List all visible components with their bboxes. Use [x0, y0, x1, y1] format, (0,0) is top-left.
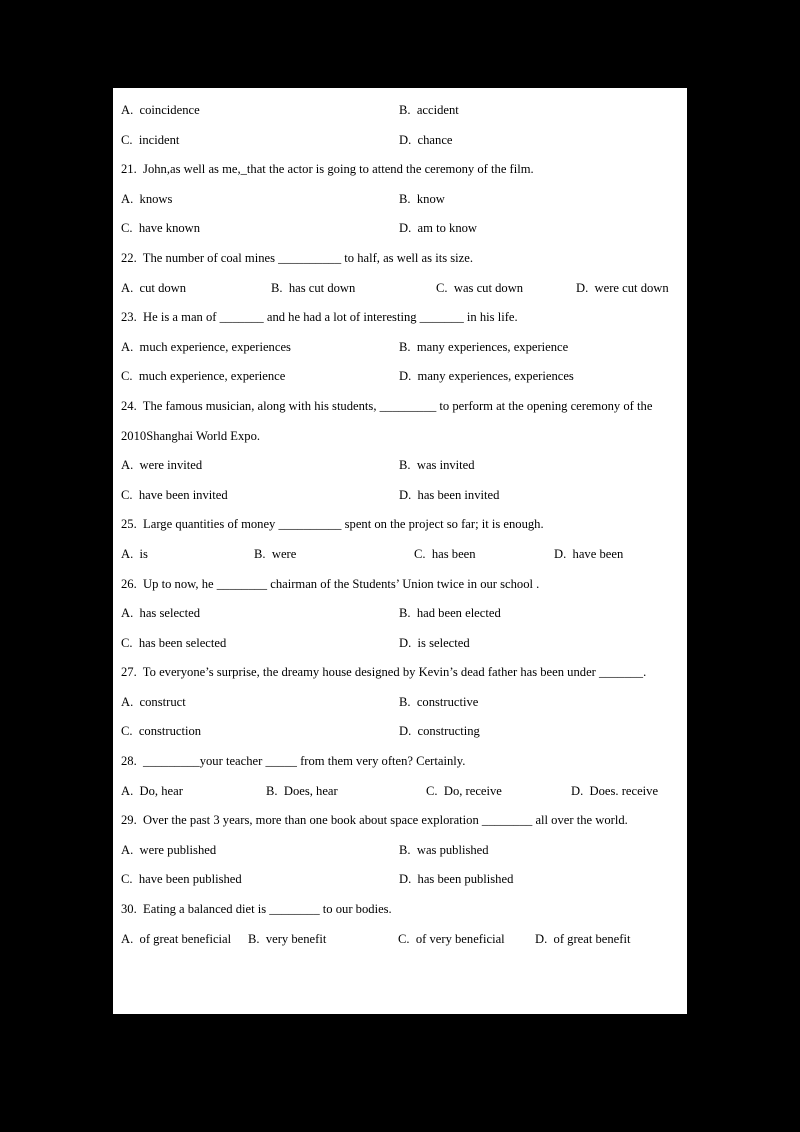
question-29-options-ab: [121, 836, 677, 866]
question-27-options-cd: [121, 717, 677, 747]
option-choice[interactable]: A. Do, hear: [121, 783, 183, 798]
question-30-options: [121, 925, 677, 955]
question-25-options: [121, 540, 677, 570]
option-choice[interactable]: C. have been published: [121, 872, 242, 887]
option-choice[interactable]: C. construction: [121, 724, 202, 739]
option-choice[interactable]: B. Does, hear: [266, 783, 338, 798]
option-choice[interactable]: A. much experience, experiences: [121, 339, 291, 354]
question-22-stem: 22. The number of coal mines __________ to half, as well as its size.: [121, 250, 473, 265]
option-choice[interactable]: D. am to know: [399, 221, 478, 236]
option-choice[interactable]: D. constructing: [399, 724, 480, 739]
option-choice[interactable]: C. Do, receive: [426, 783, 502, 798]
option-choice[interactable]: B. accident: [399, 103, 459, 117]
question-27-stem: 27. To everyone’s surprise, the dreamy house designed by Kevin’s dead father has been under _______.: [121, 665, 647, 680]
option-choice[interactable]: B. know: [399, 191, 445, 206]
question-26-options-cd: [121, 629, 677, 659]
option-choice[interactable]: D. is selected: [399, 635, 470, 650]
option-choice[interactable]: B. had been elected: [399, 606, 501, 621]
question-27-options-ab: [121, 688, 677, 718]
option-choice[interactable]: B. was invited: [399, 458, 475, 473]
option-choice[interactable]: C. incident: [121, 132, 180, 147]
question-21-options-cd: [121, 214, 677, 244]
option-choice[interactable]: D. Does. receive: [571, 783, 659, 798]
option-choice[interactable]: A. cut down: [121, 280, 187, 295]
option-choice[interactable]: B. has cut down: [271, 280, 356, 295]
option-choice[interactable]: A. coincidence: [121, 103, 200, 117]
option-choice[interactable]: C. have been invited: [121, 487, 228, 502]
question-23-options-cd: [121, 362, 677, 392]
option-choice[interactable]: C. of very beneficial: [398, 931, 505, 946]
option-choice[interactable]: A. has selected: [121, 606, 201, 621]
option-choice[interactable]: C. has been selected: [121, 635, 227, 650]
question-26-stem: 26. Up to now, he ________ chairman of the Students’ Union twice in our school .: [121, 576, 540, 591]
option-choice[interactable]: C. have known: [121, 221, 201, 236]
document-page: [113, 88, 687, 1014]
option-choice[interactable]: B. very benefit: [248, 931, 327, 946]
question-21-stem: 21. John,as well as me,_that the actor is going to attend the ceremony of the film.: [121, 162, 534, 177]
question-22-options: [121, 274, 677, 304]
question-20-options-cd: [121, 126, 677, 156]
option-choice[interactable]: A. of great beneficial: [121, 931, 232, 946]
question-30-stem: 30. Eating a balanced diet is ________ to our bodies.: [121, 902, 392, 917]
option-choice[interactable]: D. has been published: [399, 872, 514, 887]
question-24-stem: 24. The famous musician, along with his students, _________ to perform at the opening ceremony of the 2010Shanghai World Expo.: [121, 398, 656, 443]
question-29-options-cd: [121, 865, 677, 895]
question-28-stem: 28. _________your teacher _____ from them very often? Certainly.: [121, 754, 466, 769]
question-24-options-ab: [121, 451, 677, 481]
question-21-options-ab: [121, 185, 677, 215]
question-20-options-ab: [121, 96, 677, 126]
document-content: [113, 88, 687, 954]
option-choice[interactable]: A. is: [121, 546, 148, 561]
option-choice[interactable]: C. much experience, experience: [121, 369, 286, 384]
option-choice[interactable]: D. of great benefit: [535, 931, 631, 946]
option-choice[interactable]: D. has been invited: [399, 487, 500, 502]
option-choice[interactable]: C. was cut down: [436, 280, 524, 295]
option-choice[interactable]: A. construct: [121, 694, 186, 709]
option-choice[interactable]: A. were invited: [121, 458, 203, 473]
option-choice[interactable]: B. constructive: [399, 694, 479, 709]
option-choice[interactable]: D. chance: [399, 132, 453, 147]
question-26-options-ab: [121, 599, 677, 629]
question-25-stem: 25. Large quantities of money __________ spent on the project so far; it is enough.: [121, 517, 544, 532]
option-choice[interactable]: D. many experiences, experiences: [399, 369, 574, 384]
question-24-options-cd: [121, 481, 677, 511]
option-choice[interactable]: B. many experiences, experience: [399, 339, 569, 354]
option-choice[interactable]: C. has been: [414, 546, 476, 561]
question-28-options: [121, 777, 677, 807]
option-choice[interactable]: D. have been: [554, 546, 624, 561]
option-choice[interactable]: A. knows: [121, 191, 173, 206]
option-choice[interactable]: B. were: [254, 546, 297, 561]
question-23-options-ab: [121, 333, 677, 363]
option-choice[interactable]: A. were published: [121, 842, 217, 857]
question-29-stem: 29. Over the past 3 years, more than one book about space exploration ________ all over the world.: [121, 813, 628, 828]
option-choice[interactable]: B. was published: [399, 842, 489, 857]
question-23-stem: 23. He is a man of _______ and he had a lot of interesting _______ in his life.: [121, 310, 518, 325]
option-choice[interactable]: D. were cut down: [576, 280, 669, 295]
